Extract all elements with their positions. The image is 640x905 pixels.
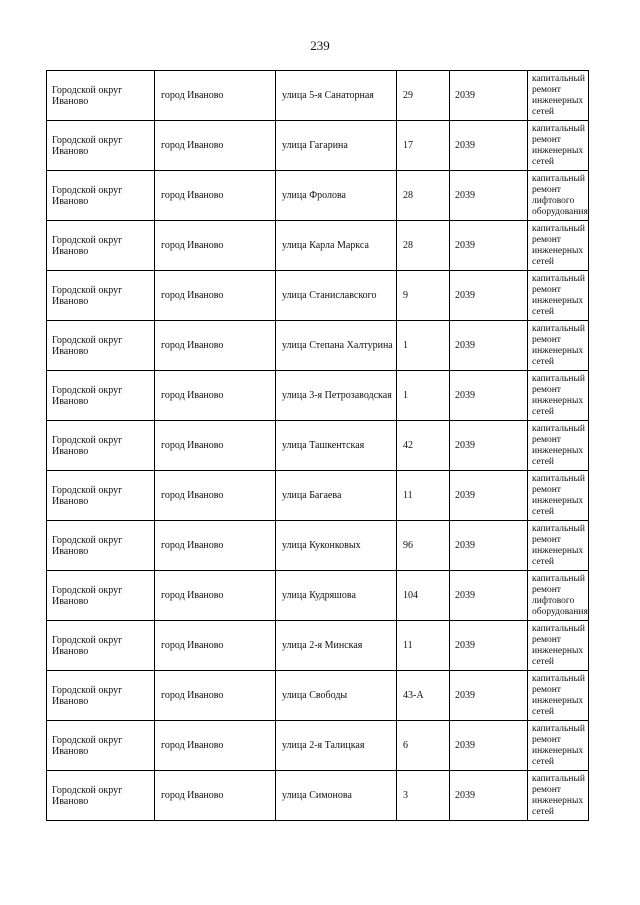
work-type-cell: капитальный ремонт инженерных сетей (528, 271, 589, 321)
district-cell: Городской округ Иваново (47, 121, 155, 171)
street-cell: улица Карла Маркса (276, 221, 397, 271)
city-cell: город Иваново (155, 671, 276, 721)
work-type-cell: капитальный ремонт инженерных сетей (528, 621, 589, 671)
street-cell: улица Куконковых (276, 521, 397, 571)
work-type-cell: капитальный ремонт инженерных сетей (528, 521, 589, 571)
district-cell: Городской округ Иваново (47, 71, 155, 121)
city-cell: город Иваново (155, 421, 276, 471)
table-row (47, 571, 589, 621)
street-cell: улица Багаева (276, 471, 397, 521)
work-type-cell: капитальный ремонт инженерных сетей (528, 371, 589, 421)
house-number-cell: 28 (397, 221, 450, 271)
table-row (47, 371, 589, 421)
table-row (47, 271, 589, 321)
year-cell: 2039 (450, 421, 528, 471)
street-cell: улица 2-я Минская (276, 621, 397, 671)
table-row (47, 221, 589, 271)
street-cell: улица Кудряшова (276, 571, 397, 621)
city-cell: город Иваново (155, 521, 276, 571)
work-type-cell: капитальный ремонт лифтового оборудования (528, 171, 589, 221)
year-cell: 2039 (450, 471, 528, 521)
year-cell: 2039 (450, 521, 528, 571)
city-cell: город Иваново (155, 221, 276, 271)
house-number-cell: 1 (397, 321, 450, 371)
work-type-cell: капитальный ремонт лифтового оборудования (528, 571, 589, 621)
table-row (47, 471, 589, 521)
work-type-cell: капитальный ремонт инженерных сетей (528, 321, 589, 371)
house-number-cell: 43-А (397, 671, 450, 721)
house-number-cell: 3 (397, 771, 450, 821)
district-cell: Городской округ Иваново (47, 221, 155, 271)
year-cell: 2039 (450, 371, 528, 421)
street-cell: улица Симонова (276, 771, 397, 821)
work-type-cell: капитальный ремонт инженерных сетей (528, 471, 589, 521)
house-number-cell: 28 (397, 171, 450, 221)
district-cell: Городской округ Иваново (47, 271, 155, 321)
district-cell: Городской округ Иваново (47, 571, 155, 621)
year-cell: 2039 (450, 571, 528, 621)
district-cell: Городской округ Иваново (47, 471, 155, 521)
city-cell: город Иваново (155, 121, 276, 171)
street-cell: улица Станиславского (276, 271, 397, 321)
house-number-cell: 96 (397, 521, 450, 571)
district-cell: Городской округ Иваново (47, 321, 155, 371)
table-row (47, 521, 589, 571)
city-cell: город Иваново (155, 471, 276, 521)
street-cell: улица 2-я Талицкая (276, 721, 397, 771)
street-cell: улица 3-я Петрозаводская (276, 371, 397, 421)
house-number-cell: 6 (397, 721, 450, 771)
work-type-cell: капитальный ремонт инженерных сетей (528, 221, 589, 271)
table-row (47, 421, 589, 471)
year-cell: 2039 (450, 121, 528, 171)
district-cell: Городской округ Иваново (47, 171, 155, 221)
district-cell: Городской округ Иваново (47, 671, 155, 721)
year-cell: 2039 (450, 621, 528, 671)
city-cell: город Иваново (155, 571, 276, 621)
work-type-cell: капитальный ремонт инженерных сетей (528, 421, 589, 471)
house-number-cell: 42 (397, 421, 450, 471)
table-row (47, 71, 589, 121)
district-cell: Городской округ Иваново (47, 371, 155, 421)
city-cell: город Иваново (155, 321, 276, 371)
year-cell: 2039 (450, 171, 528, 221)
table-row (47, 171, 589, 221)
street-cell: улица Свободы (276, 671, 397, 721)
work-type-cell: капитальный ремонт инженерных сетей (528, 121, 589, 171)
district-cell: Городской округ Иваново (47, 771, 155, 821)
year-cell: 2039 (450, 671, 528, 721)
street-cell: улица Фролова (276, 171, 397, 221)
district-cell: Городской округ Иваново (47, 721, 155, 771)
street-cell: улица Степана Халтурина (276, 321, 397, 371)
house-number-cell: 17 (397, 121, 450, 171)
registry-table (46, 70, 589, 821)
year-cell: 2039 (450, 221, 528, 271)
year-cell: 2039 (450, 321, 528, 371)
district-cell: Городской округ Иваново (47, 421, 155, 471)
street-cell: улица Ташкентская (276, 421, 397, 471)
work-type-cell: капитальный ремонт инженерных сетей (528, 671, 589, 721)
city-cell: город Иваново (155, 71, 276, 121)
table-row (47, 621, 589, 671)
house-number-cell: 9 (397, 271, 450, 321)
city-cell: город Иваново (155, 371, 276, 421)
year-cell: 2039 (450, 771, 528, 821)
house-number-cell: 11 (397, 471, 450, 521)
work-type-cell: капитальный ремонт инженерных сетей (528, 71, 589, 121)
table-row (47, 721, 589, 771)
street-cell: улица 5-я Санаторная (276, 71, 397, 121)
city-cell: город Иваново (155, 721, 276, 771)
year-cell: 2039 (450, 71, 528, 121)
table-row (47, 671, 589, 721)
house-number-cell: 29 (397, 71, 450, 121)
house-number-cell: 1 (397, 371, 450, 421)
house-number-cell: 11 (397, 621, 450, 671)
year-cell: 2039 (450, 721, 528, 771)
street-cell: улица Гагарина (276, 121, 397, 171)
page-number: 239 (310, 38, 330, 53)
city-cell: город Иваново (155, 621, 276, 671)
district-cell: Городской округ Иваново (47, 621, 155, 671)
city-cell: город Иваново (155, 771, 276, 821)
table-row (47, 321, 589, 371)
year-cell: 2039 (450, 271, 528, 321)
city-cell: город Иваново (155, 271, 276, 321)
work-type-cell: капитальный ремонт инженерных сетей (528, 771, 589, 821)
city-cell: город Иваново (155, 171, 276, 221)
district-cell: Городской округ Иваново (47, 521, 155, 571)
registry-table-body (47, 71, 589, 821)
table-row (47, 771, 589, 821)
house-number-cell: 104 (397, 571, 450, 621)
table-row (47, 121, 589, 171)
work-type-cell: капитальный ремонт инженерных сетей (528, 721, 589, 771)
